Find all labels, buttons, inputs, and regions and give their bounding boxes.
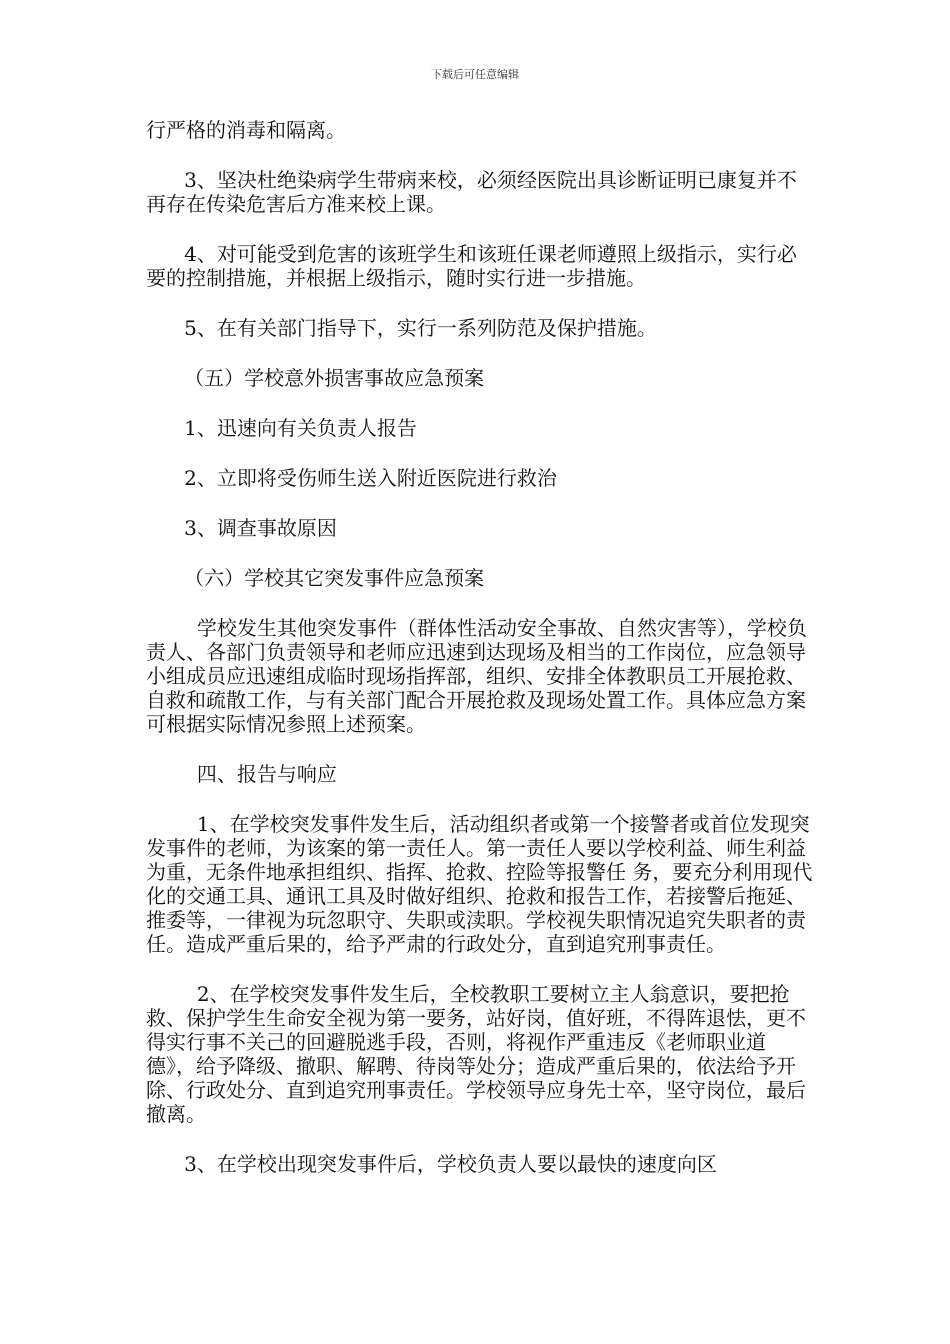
section-heading: （六）学校其它突发事件应急预案	[146, 566, 485, 590]
paragraph: 3、坚决杜绝染病学生带病来校，必须经医院出具诊断证明已康复并不再存在传染危害后方准来校上课。	[146, 168, 797, 216]
document-body	[146, 118, 814, 1202]
paragraph: 1、在学校突发事件发生后，活动组织者或第一个接警者或首位发现突发事件的老师，为该案的第一责任人。第一责任人要以学校利益、师生利益为重，无条件地承担组织、指挥、抢救、控险等报警任 务，要充分利用现代化的交通工具、通讯工具及时做好组织、抢救和报告工作，若接警后拖延、推委等，一律视为玩忽职守、失职或渎职。学校视失职情况追究失职者的责任。造成严重后果的，给予严肃的行政处分，直到追究刑事责任。	[146, 812, 813, 956]
paragraph: 5、在有关部门指导下，实行一系列防范及保护措施。	[146, 316, 657, 340]
page-header-note: 下载后可任意编辑	[431, 68, 519, 81]
section-heading: 四、报告与响应	[146, 762, 337, 786]
paragraph: 2、立即将受伤师生送入附近医院进行救治	[146, 466, 557, 490]
paragraph: 学校发生其他突发事件（群体性活动安全事故、自然灾害等），学校负责人、各部门负责领导和老师应迅速到达现场及相当的工作岗位，应急领导小组成员应迅速组成临时现场指挥部，组织、安排全体教职员工开展抢救、自救和疏散工作，与有关部门配合开展抢救及现场处置工作。具体应急方案可根据实际情况参照上述预案。	[146, 616, 807, 736]
paragraph: 2、在学校突发事件发生后，全校教职工要树立主人翁意识，要把抢救、保护学生生命安全视为第一要务，站好岗，值好班，不得阵退怯，更不得实行事不关己的回避脱逃手段，否则，将视作严重违反《老师职业道德》，给予降级、撤职、解聘、待岗等处分；造成严重后果的，依法给予开除、行政处分、直到追究刑事责任。学校领导应身先士卒，坚守岗位，最后撤离。	[146, 982, 806, 1126]
paragraph: 3、在学校出现突发事件后，学校负责人要以最快的速度向区	[146, 1152, 717, 1176]
paragraph: 1、迅速向有关负责人报告	[146, 416, 417, 440]
paragraph: 4、对可能受到危害的该班学生和该班任课老师遵照上级指示，实行必要的控制措施，并根据上级指示，随时实行进一步措施。	[146, 242, 797, 290]
paragraph: 3、调查事故原因	[146, 516, 337, 540]
section-heading: （五）学校意外损害事故应急预案	[146, 366, 485, 390]
paragraph: 行严格的消毒和隔离。	[146, 118, 346, 142]
